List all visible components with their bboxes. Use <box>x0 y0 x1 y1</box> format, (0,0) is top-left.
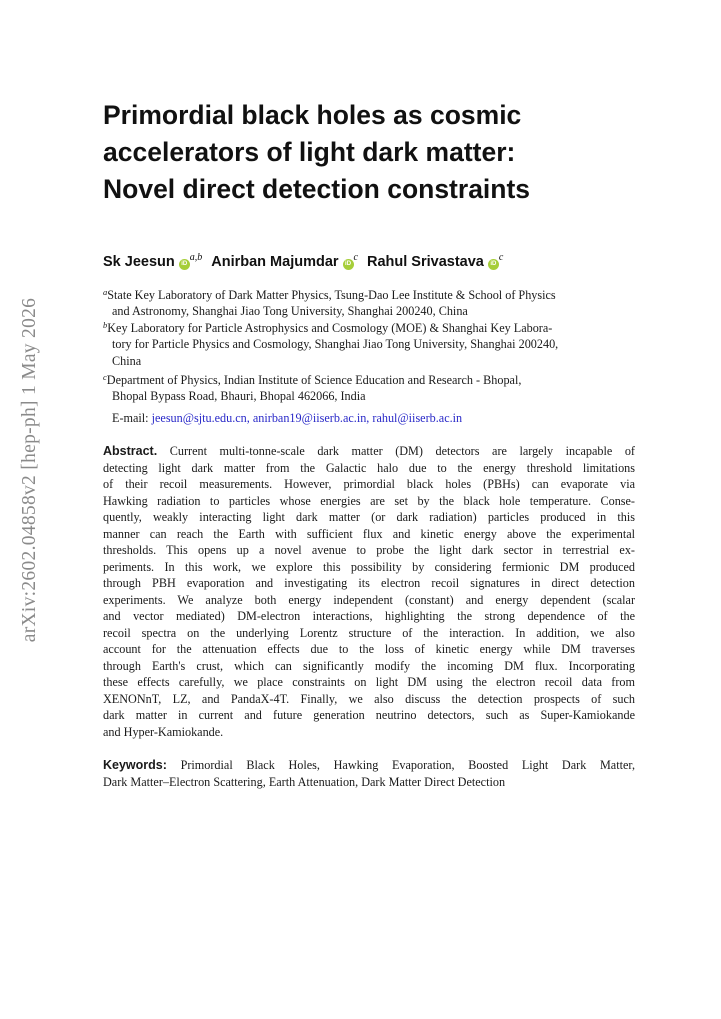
arxiv-identifier: arXiv:2602.04858v2 [hep-ph] 1 May 2026 <box>19 297 40 643</box>
abstract-line: quently, weakly interacting light dark matter (or dark radiation) particles produced in this <box>103 510 635 524</box>
keywords-line: Dark Matter–Electron Scattering, Earth Attenuation, Dark Matter Direct Detection <box>103 774 506 789</box>
abstract-line: thresholds. This opens up a novel avenue to probe the light dark sector in terrestrial ex- <box>103 543 635 557</box>
abstract-line: periments. In this work, we explore this possibility by considering fermionic DM produced <box>103 559 635 574</box>
orcid-icon[interactable]: iD <box>343 259 354 270</box>
email-line <box>112 411 462 426</box>
abstract-line: these effects carefully, we place constraints on light DM using the electron recoil data from <box>103 675 635 689</box>
affiliation-mark: a <box>103 287 108 297</box>
email-label: E-mail: <box>112 411 149 425</box>
email-link[interactable]: rahul@iiserb.ac.in <box>372 411 463 425</box>
abstract-line: Current multi-tonne-scale dark matter (DM) detectors are largely incapable of <box>169 444 635 458</box>
abstract <box>103 443 635 740</box>
affiliation-c <box>103 369 635 405</box>
keywords-heading: Keywords: <box>103 758 167 772</box>
affiliation-marks: a,b <box>189 252 203 263</box>
orcid-icon[interactable]: iD <box>179 259 190 270</box>
title-line: accelerators of light dark matter: <box>103 137 516 167</box>
affiliation-b <box>103 317 635 369</box>
abstract-line: XENONnT, LZ, and PandaX-4T. Finally, we also discuss the detection prospects of such <box>103 691 635 706</box>
affiliation-text: China <box>112 353 142 368</box>
abstract-line: manner can reach the Earth with sufficient flux and kinetic energy above the experimental <box>103 526 635 541</box>
abstract-heading: Abstract. <box>103 444 158 458</box>
author-name: Anirban Majumdar <box>211 254 339 270</box>
keywords <box>103 757 635 790</box>
affiliation-text: tory for Particle Physics and Cosmology, Shanghai Jiao Tong University, Shanghai 200240, <box>112 337 559 352</box>
paper-title <box>103 97 643 208</box>
affiliation-text: State Key Laboratory of Dark Matter Physics, Tsung-Dao Lee Institute & School of Physics <box>107 288 556 302</box>
abstract-line: dark matter in current and future generation neutrino detectors, such as Super-Kamiokande <box>103 708 635 722</box>
abstract-line: recoil spectra on the underlying Lorentz structure of the interaction. In addition, we also <box>103 625 635 640</box>
affiliation-mark: b <box>103 320 108 330</box>
orcid-icon[interactable]: iD <box>488 259 499 270</box>
keywords-line: Primordial Black Holes, Hawking Evaporation, Boosted Light Dark Matter, <box>180 758 635 772</box>
abstract-line: through PBH evaporation and investigating its electron recoil signatures in direct detection <box>103 576 635 590</box>
email-link[interactable]: anirban19@iiserb.ac.in, <box>252 411 370 425</box>
abstract-line: through Earth's crust, which can significantly modify the incoming DM flux. Incorporating <box>103 658 635 673</box>
affiliation-text: Key Laboratory for Particle Astrophysics and Cosmology (MOE) & Shanghai Key Labora- <box>107 321 553 335</box>
affiliation-text: Department of Physics, Indian Institute of Science Education and Research - Bhopal, <box>106 373 522 387</box>
abstract-line: Hawking radiation to particles whose energies are set by the black hole temperature. Conse- <box>103 493 635 508</box>
affiliation-text: and Astronomy, Shanghai Jiao Tong University, Shanghai 200240, China <box>112 304 468 319</box>
abstract-line: experiments. We analyze both energy independent (constant) and energy dependent (scalar <box>103 592 635 607</box>
author-list <box>103 252 663 270</box>
affiliation-marks: c <box>498 252 504 263</box>
arxiv-side-stamp <box>12 295 48 645</box>
abstract-line: of their recoil measurements. However, primordial black holes (PBHs) can evaporate via <box>103 477 635 491</box>
abstract-line: account for the attenuation effects due to the loss of kinetic energy while DM traverses <box>103 642 635 656</box>
author-name: Sk Jeesun <box>103 254 175 270</box>
abstract-line: and vector mediated) DM-electron interactions, highlighting the strong dependence of the <box>103 609 635 623</box>
abstract-line: detecting light dark matter from the Galactic halo due to the energy threshold limitations <box>103 460 635 475</box>
title-line: Primordial black holes as cosmic <box>103 100 522 130</box>
abstract-line: and Hyper-Kamiokande. <box>103 724 224 739</box>
title-line: Novel direct detection constraints <box>103 174 531 204</box>
affiliation-mark: c <box>103 372 107 382</box>
affiliation-text: Bhopal Bypass Road, Bhauri, Bhopal 462066, India <box>112 389 366 404</box>
author-name: Rahul Srivastava <box>367 254 484 270</box>
affiliation-marks: c <box>353 252 358 263</box>
email-link[interactable]: jeesun@sjtu.edu.cn, <box>151 411 250 425</box>
affiliation-a <box>103 284 635 320</box>
